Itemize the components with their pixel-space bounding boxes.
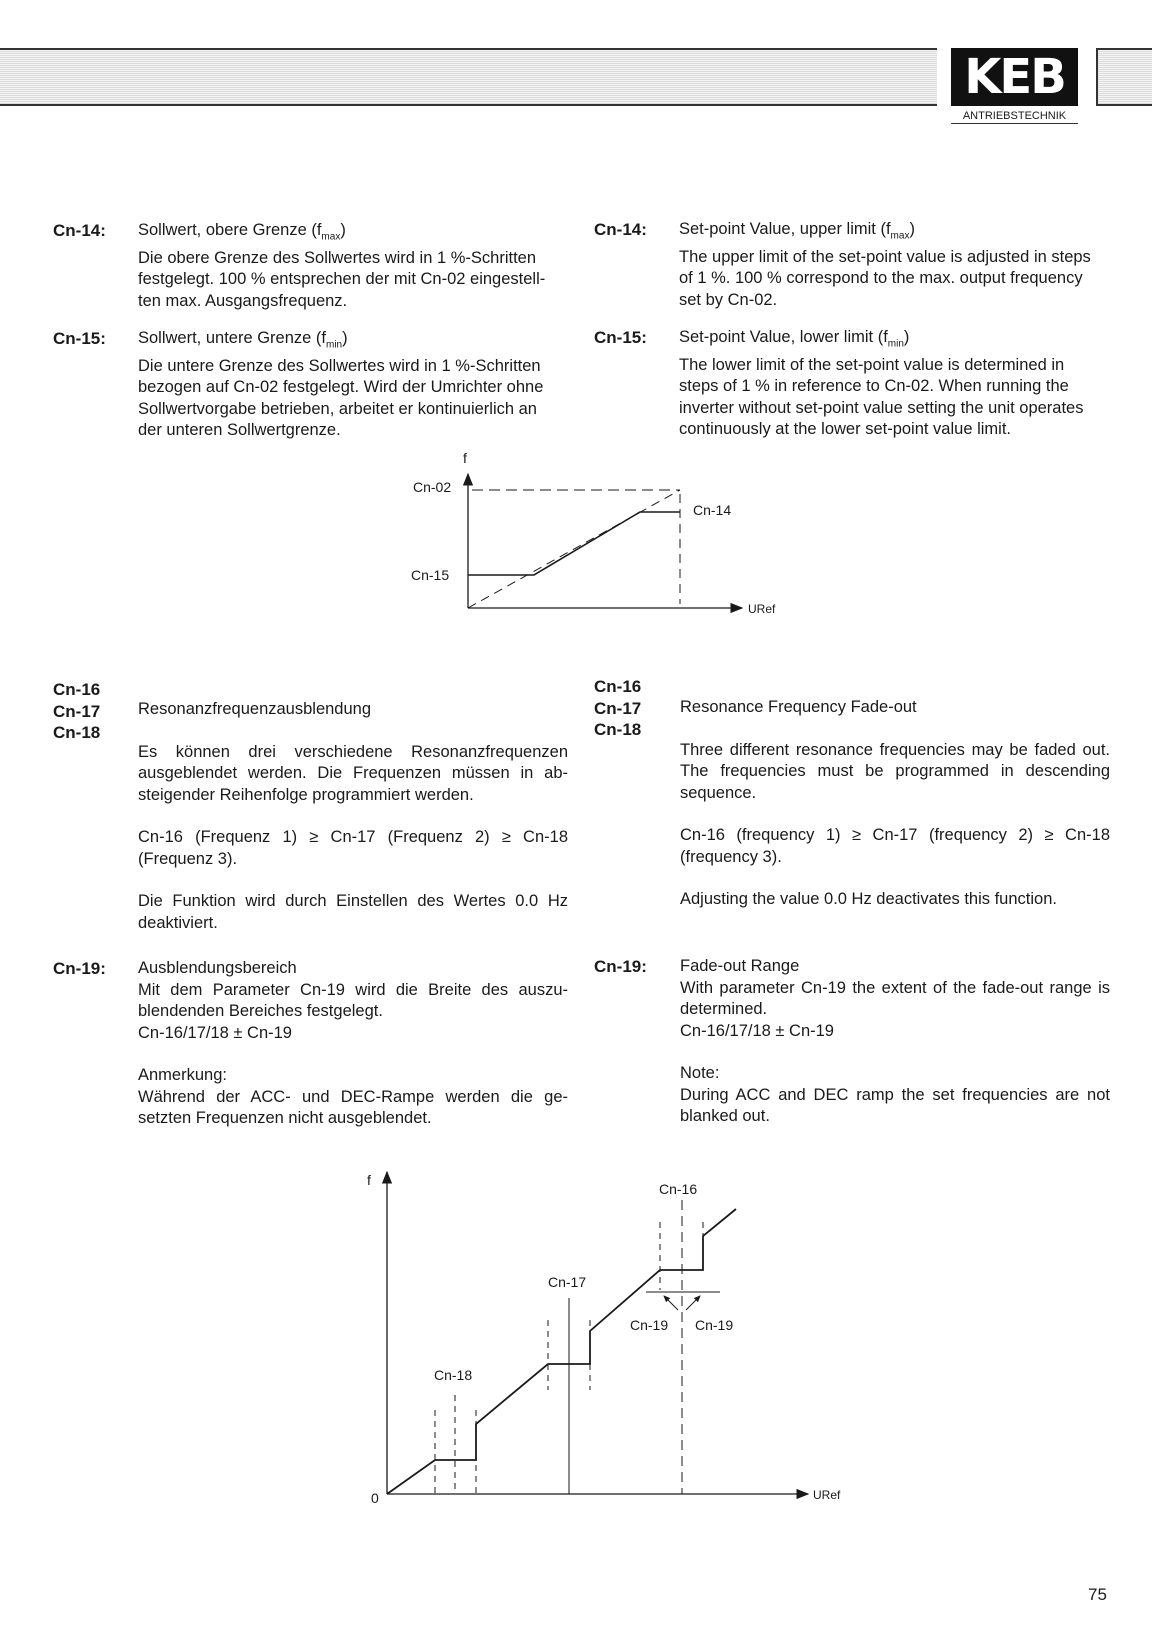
- cn02-label: Cn-02: [413, 479, 452, 495]
- cn15-label-en: Cn-15:: [594, 328, 647, 347]
- y-axis-label: f: [367, 1172, 371, 1188]
- cn15-text-de: Sollwert, untere Grenze $(f_{min})$ Die untere Grenze des Sollwertes wird in 1 %-Schritten bezogen auf Cn-02 festgelegt. Wird der Umrichter ohne Sollwertvorgabe betrieben, arbeitet er kontinuierlich an der unteren Sollwertgrenze.: [138, 328, 568, 442]
- cn15-title-en: Set-point Value, lower limit (f: [679, 328, 888, 346]
- logo-subtitle: ANTRIEBSTECHNIK: [951, 110, 1078, 124]
- cn19-right-arrow: [686, 1296, 700, 1310]
- cn14-title-de: Sollwert, obere Grenze (f: [138, 221, 322, 239]
- cn14-text-de: Sollwert, obere Grenze $(f_{max})$ Die obere Grenze des Sollwertes wird in 1 %-Schritten festgelegt. 100 % entsprechen der mit Cn-02 eingestell- ten max. Ausgangsfrequenz.: [138, 220, 568, 312]
- y-axis-label: f: [463, 450, 467, 466]
- x-axis-label: URef: [813, 1488, 841, 1502]
- cn19-label-de: Cn-19:: [53, 959, 106, 978]
- cn15-body-de-2: bezogen auf Cn-02 festgelegt. Wird der Umrichter ohne: [138, 378, 544, 397]
- cn19-text-de: Ausblendungsbereich Mit dem Parameter Cn-19 wird die Breite des auszu-blendenden Bereiches festgelegt. Cn-16/17/18 ± Cn-19 Anmerkung: Während der ACC- und DEC-Rampe werden die ge-setzten Frequenzen nicht ausgeblendet.: [138, 959, 568, 1127]
- cn15-label: Cn-15: [411, 567, 450, 583]
- cn15-label-de: Cn-15:: [53, 329, 106, 348]
- keb-logo: KEB: [951, 48, 1078, 106]
- header-band-right: [1096, 48, 1152, 106]
- diagonal-dashed: [468, 490, 680, 608]
- cn14-label-de: Cn-14:: [53, 221, 106, 240]
- cn14-body-de-3: ten max. Ausgangsfrequenz.: [138, 291, 348, 310]
- cn15-body-en-4: continuously at the lower set-point value limit.: [679, 420, 1011, 439]
- cn19-text-en: Fade-out Range With parameter Cn-19 the extent of the fade-out range is determined. Cn-16/17/18 ± Cn-19 Note: During ACC and DEC ramp the set frequencies are not blanked out.: [680, 957, 1110, 1125]
- cn14-body-de-1: Die obere Grenze des Sollwertes wird in 1 %-Schritten: [138, 248, 537, 267]
- cn15-body-en-1: The lower limit of the set-point value is determined in: [679, 355, 1065, 374]
- setpoint-limit-diagram: [400, 445, 800, 625]
- cn14-label: Cn-14: [693, 502, 732, 518]
- cn15-body-en-2: steps of 1 % in reference to Cn-02. When running the: [679, 377, 1069, 396]
- cn14-title-en: Set-point Value, upper limit (f: [679, 220, 891, 238]
- cn16-label: Cn-16: [659, 1181, 698, 1197]
- cn15-body-de-3: Sollwertvorgabe betrieben, arbeitet er kontinuierlich an: [138, 399, 537, 418]
- cn18-label: Cn-18: [434, 1367, 473, 1383]
- cn16-18-title-en: Resonance Frequency Fade-out: [680, 698, 917, 716]
- cn15-title-de: Sollwert, untere Grenze (f: [138, 329, 326, 347]
- cn16-18-labels-en: Cn-16 Cn-17 Cn-18: [594, 677, 642, 739]
- cn14-body-en-2: of 1 %. 100 % correspond to the max. output frequency: [679, 269, 1083, 288]
- cn14-body-en-3: set by Cn-02.: [679, 290, 778, 309]
- cn14-body-en-1: The upper limit of the set-point value is adjusted in steps: [679, 247, 1091, 266]
- cn17-label: Cn-17: [548, 1274, 587, 1290]
- cn14-body-de-2: festgelegt. 100 % entsprechen der mit Cn-02 eingestell-: [138, 270, 546, 289]
- cn15-body-de-1: Die untere Grenze des Sollwertes wird in 1 %-Schritten: [138, 356, 541, 375]
- cn19-left-arrow: [664, 1296, 678, 1310]
- output-characteristic: [387, 1209, 736, 1494]
- cn15-text-en: Set-point Value, lower limit $(f_{min})$ The lower limit of the set-point value is determined in steps of 1 % in reference to Cn-02. When running the inverter without set-point value setting the unit operates continuously at the lower set-point value limit.: [679, 327, 1109, 441]
- cn15-body-de-4: der unteren Sollwertgrenze.: [138, 421, 341, 440]
- origin-label: 0: [371, 1490, 379, 1506]
- cn16-18-text-de: Resonanzfrequenzausblendung Es können drei verschiedene Resonanzfrequenzen ausgeblendet werden. Die Frequenzen müssen in ab-steigender Reihenfolge programmiert werden. Cn-16 (Frequenz 1) ≥ Cn-17 (Frequenz 2) ≥ Cn-18 (Frequenz 3). Die Funktion wird durch Einstellen des Wertes 0.0 Hz deaktiviert.: [138, 700, 568, 932]
- resonance-fadeout-diagram: [350, 1160, 850, 1520]
- cn15-body-en-3: inverter without set-point value setting the unit operates: [679, 398, 1084, 417]
- cn14-text-en: Set-point Value, upper limit $(f_{max})$ The upper limit of the set-point value is adjusted in steps of 1 %. 100 % correspond to the max. output frequency set by Cn-02.: [679, 219, 1109, 311]
- limited-characteristic: [468, 512, 680, 575]
- cn16-18-labels-de: Cn-16 Cn-17 Cn-18: [53, 680, 101, 742]
- cn19-right-label: Cn-19: [695, 1317, 734, 1333]
- cn19-label-en: Cn-19:: [594, 957, 647, 976]
- header-band: [0, 48, 937, 106]
- cn19-left-label: Cn-19: [630, 1317, 669, 1333]
- cn16-18-text-en: Resonance Frequency Fade-out Three different resonance frequencies may be faded out. The frequencies must be programmed in descending sequence. Cn-16 (frequency 1) ≥ Cn-17 (frequency 2) ≥ Cn-18 (frequency 3). Adjusting the value 0.0 Hz deactivates this function.: [680, 698, 1110, 908]
- x-axis-label: URef: [748, 602, 776, 616]
- page-number: 75: [1088, 1585, 1107, 1604]
- cn14-label-en: Cn-14:: [594, 220, 647, 239]
- cn16-18-title-de: Resonanzfrequenzausblendung: [138, 700, 372, 718]
